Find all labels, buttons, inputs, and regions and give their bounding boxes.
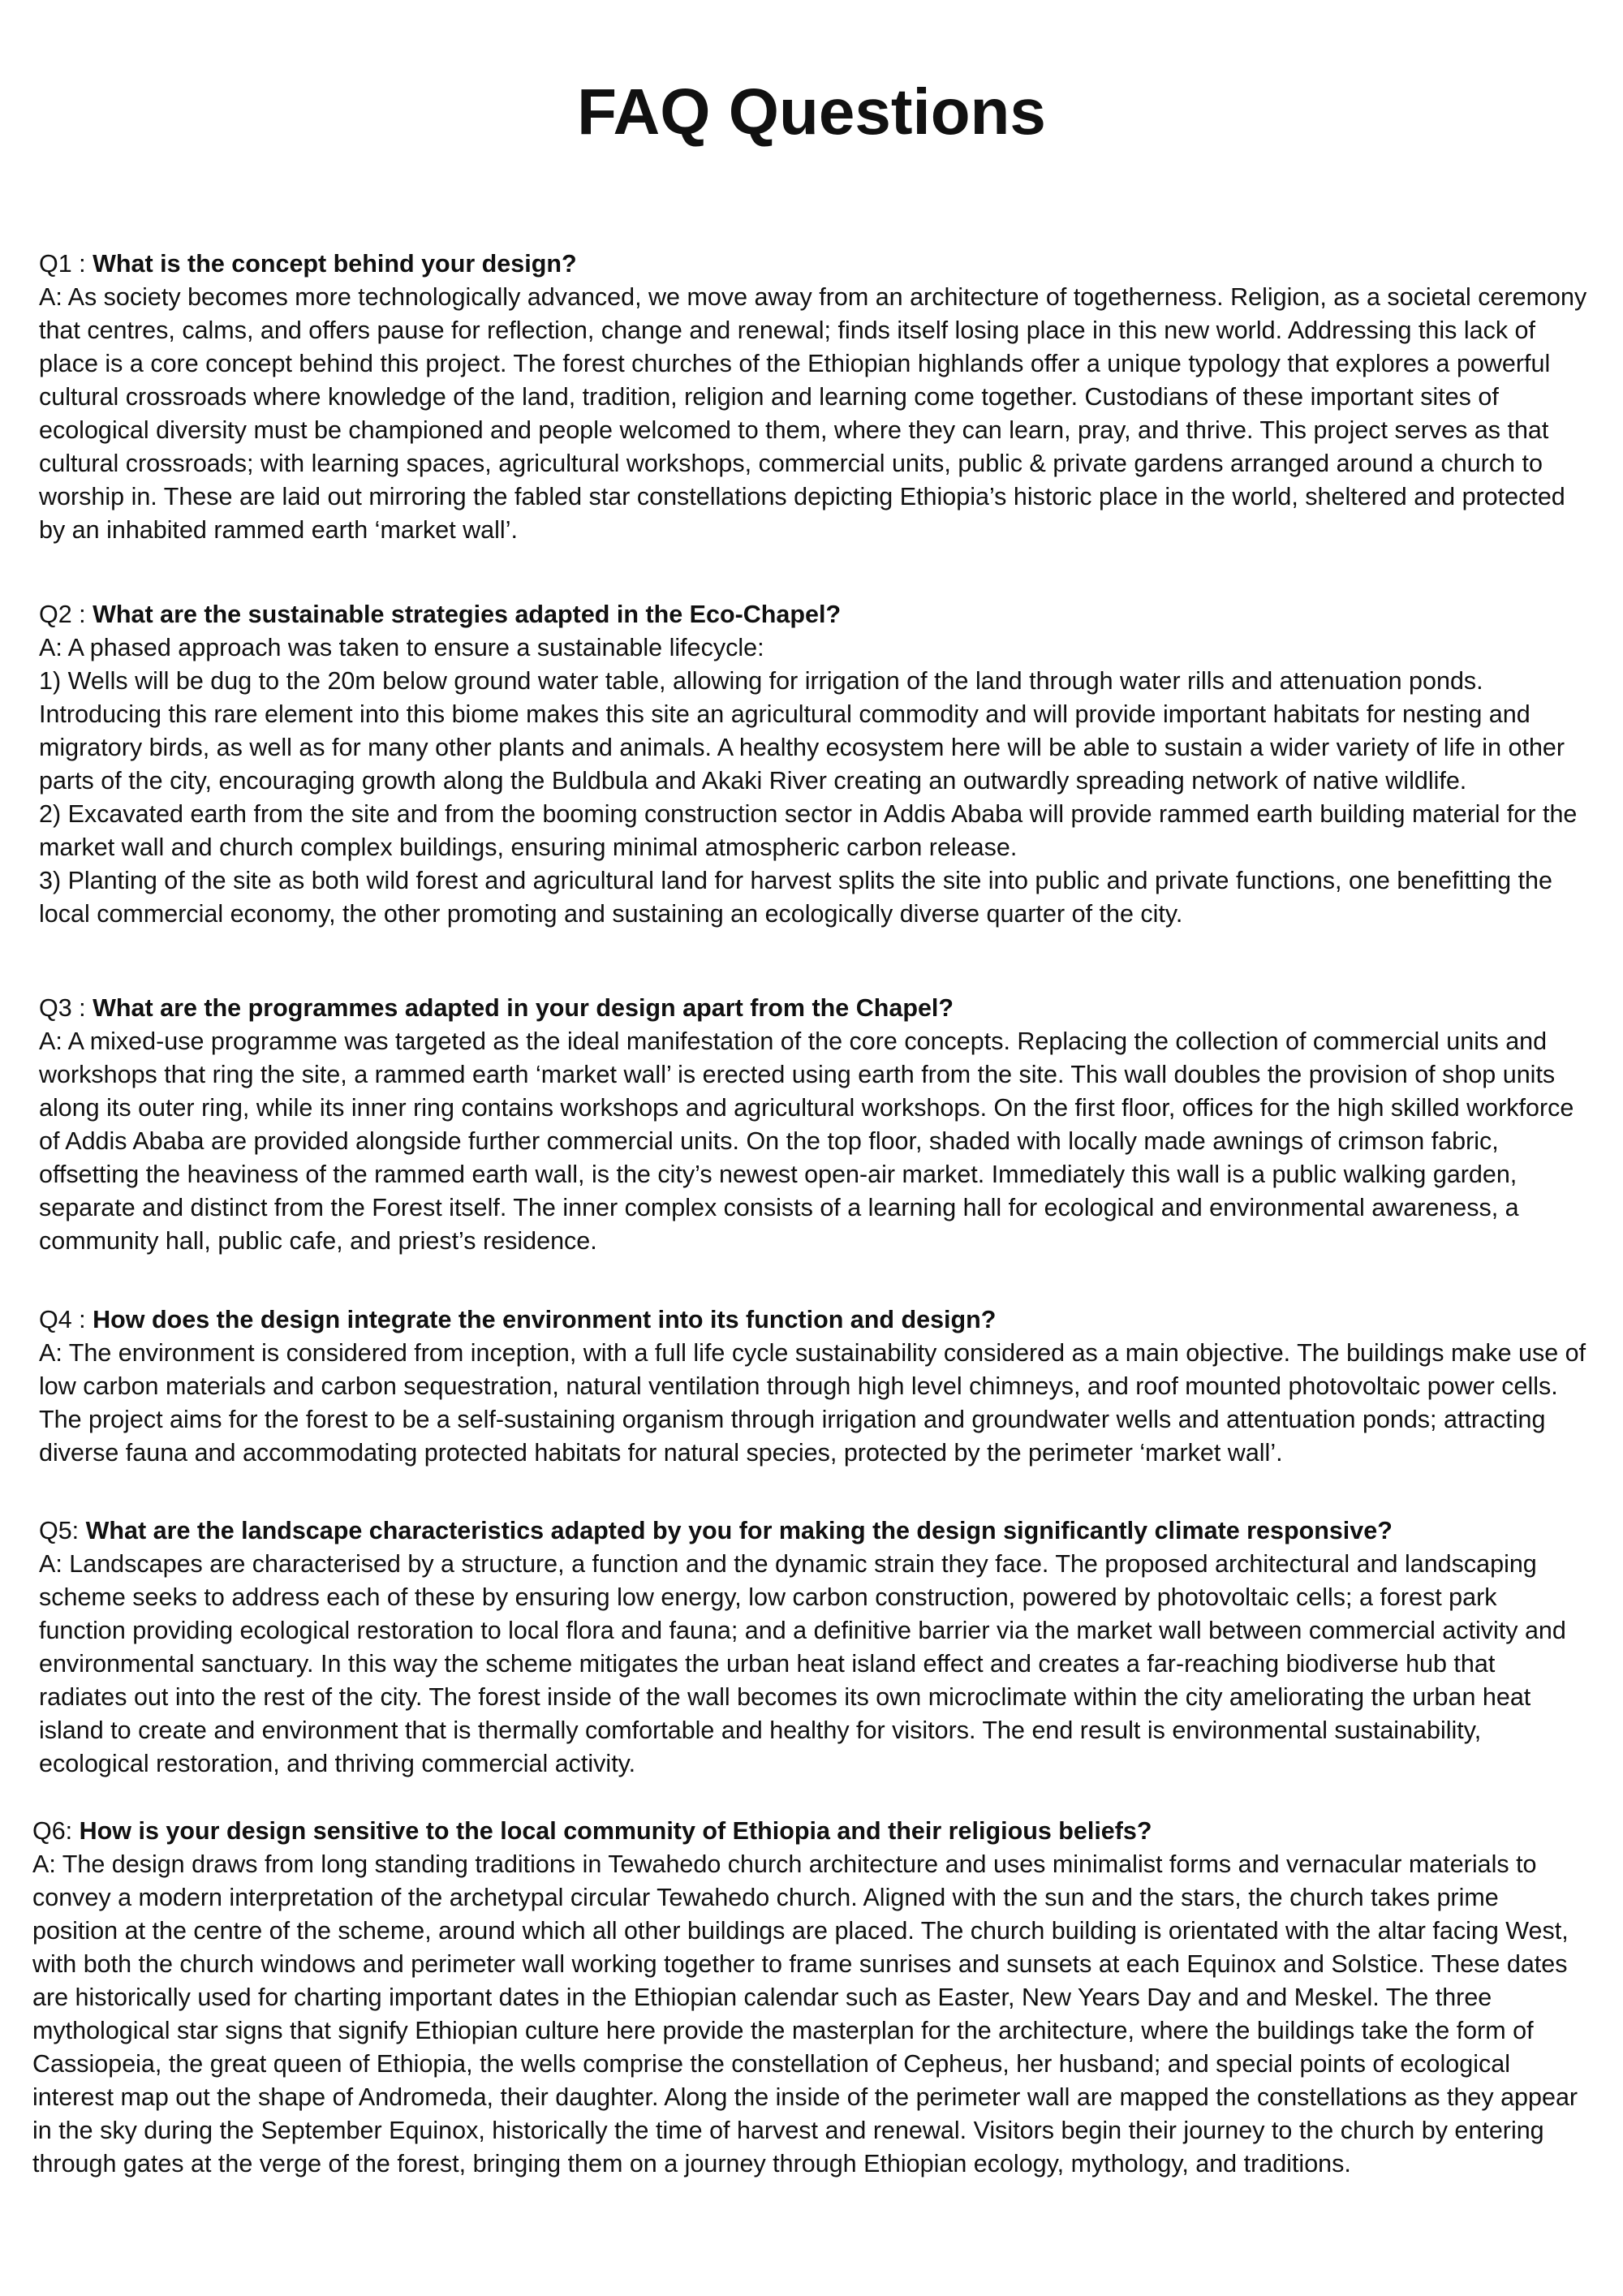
question-text: How does the design integrate the environment into its function and design?	[93, 1306, 997, 1333]
question-text: What are the sustainable strategies adapted in the Eco-Chapel?	[93, 601, 842, 628]
faq-item-q1	[39, 248, 1589, 547]
question-line	[39, 1303, 1589, 1337]
question-label: Q2 :	[39, 601, 93, 628]
question-text: What are the landscape characteristics adapted by you for making the design significantly climate responsive?	[85, 1517, 1393, 1544]
question-label: Q3 :	[39, 994, 93, 1022]
page-title: FAQ Questions	[577, 75, 1046, 148]
answer-text: A: The environment is considered from inception, with a full life cycle sustainability considered as a main objective. The buildings make use of low carbon materials and carbon sequestration, natural ventilation through high level chimneys, and roof mounted photovoltaic power cells. The project aims for the forest to be a self-sustaining organism through irrigation and groundwater wells and attentuation ponds; attracting diverse fauna and accommodating protected habitats for natural species, protected by the perimeter ‘market wall’.	[39, 1339, 1586, 1467]
answer-step-3: 3) Planting of the site as both wild forest and agricultural land for harvest splits the site into public and private functions, one benefitting the local commercial economy, the other promoting and sustaining an ecologically diverse quarter of the city.	[39, 867, 1552, 928]
question-text: What are the programmes adapted in your design apart from the Chapel?	[93, 994, 954, 1022]
faq-item-q2	[39, 598, 1589, 931]
answer-step-1: 1) Wells will be dug to the 20m below ground water table, allowing for irrigation of the land through water rills and attenuation ponds. Introducing this rare element into this biome makes this site an agricultural commodity and will provide important habitats for nesting and migratory birds, as well as for many other plants and animals. A healthy ecosystem here will be able to sustain a wider variety of life in other parts of the city, encouraging growth along the Buldbula and Akaki River creating an outwardly spreading network of native wildlife.	[39, 667, 1565, 795]
answer-intro: A: A phased approach was taken to ensure a sustainable lifecycle:	[39, 634, 764, 661]
question-label: Q6:	[32, 1817, 80, 1845]
question-line	[39, 992, 1589, 1025]
faq-item-q6	[32, 1815, 1591, 2181]
answer-step-2: 2) Excavated earth from the site and from the booming construction sector in Addis Ababa will provide rammed earth building material for the market wall and church complex buildings, ensuring minimal atmospheric carbon release.	[39, 800, 1578, 861]
question-text: How is your design sensitive to the local community of Ethiopia and their religious beliefs?	[79, 1817, 1152, 1845]
question-text: What is the concept behind your design?	[93, 250, 577, 278]
answer-text: A: The design draws from long standing traditions in Tewahedo church architecture and uses minimalist forms and vernacular materials to convey a modern interpretation of the archetypal circular Tewahedo church. Aligned with the sun and the stars, the church takes prime position at the centre of the scheme, around which all other buildings are placed. The church building is orientated with the altar facing West, with both the church windows and perimeter wall working together to frame sunrises and sunsets at each Equinox and Solstice. These dates are historically used for charting important dates in the Ethiopian calendar such as Easter, New Years Day and and Meskel. The three mythological star signs that signify Ethiopian culture here provide the masterplan for the architecture, where the buildings take the form of Cassiopeia, the great queen of Ethiopia, the wells comprise the constellation of Cepheus, her husband; and special points of ecological interest map out the shape of Andromeda, their daughter. Along the inside of the perimeter wall are mapped the constellations as they appear in the sky during the September Equinox, historically the time of harvest and renewal. Visitors begin their journey to the church by entering through gates at the verge of the forest, bringing them on a journey through Ethiopian ecology, mythology, and traditions.	[32, 1850, 1578, 2178]
faq-item-q3	[39, 992, 1589, 1258]
question-line	[39, 248, 1589, 281]
faq-item-q4	[39, 1303, 1589, 1470]
question-label: Q5:	[39, 1517, 86, 1544]
question-label: Q1 :	[39, 250, 93, 278]
question-line	[32, 1815, 1591, 1848]
answer-text: A: As society becomes more technologically advanced, we move away from an architecture of togetherness. Religion, as a societal ceremony that centres, calms, and offers pause for reflection, change and renewal; finds itself losing place in this new world. Addressing this lack of place is a core concept behind this project. The forest churches of the Ethiopian highlands offer a unique typology that explores a powerful cultural crossroads where knowledge of the land, tradition, religion and learning come together. Custodians of these important sites of ecological diversity must be championed and people welcomed to them, where they can learn, pray, and thrive. This project serves as that cultural crossroads; with learning spaces, agricultural workshops, commercial units, public & private gardens arranged around a church to worship in. These are laid out mirroring the fabled star constellations depicting Ethiopia’s historic place in the world, sheltered and protected by an inhabited rammed earth ‘market wall’.	[39, 283, 1587, 544]
question-line	[39, 598, 1589, 631]
faq-item-q5	[39, 1514, 1589, 1781]
answer-text: A: Landscapes are characterised by a structure, a function and the dynamic strain they face. The proposed architectural and landscaping scheme seeks to address each of these by ensuring low energy, low carbon construction, powered by photovoltaic cells; a forest park function providing ecological restoration to local flora and fauna; and a definitive barrier via the market wall between commercial activity and environmental sanctuary. In this way the scheme mitigates the urban heat island effect and creates a far-reaching biodiverse hub that radiates out into the rest of the city. The forest inside of the wall becomes its own microclimate within the city ameliorating the urban heat island to create and environment that is thermally comfortable and healthy for visitors. The end result is environmental sustainability, ecological restoration, and thriving commercial activity.	[39, 1550, 1566, 1777]
answer-text: A: A mixed-use programme was targeted as the ideal manifestation of the core concepts. Replacing the collection of commercial units and workshops that ring the site, a rammed earth ‘market wall’ is erected using earth from the site. This wall doubles the provision of shop units along its outer ring, while its inner ring contains workshops and agricultural workshops. On the first floor, offices for the high skilled workforce of Addis Ababa are provided alongside further commercial units. On the top floor, shaded with locally made awnings of crimson fabric, offsetting the heaviness of the rammed earth wall, is the city’s newest open-air market. Immediately this wall is a public walking garden, separate and distinct from the Forest itself. The inner complex consists of a learning hall for ecological and environmental awareness, a community hall, public cafe, and priest’s residence.	[39, 1027, 1574, 1255]
question-label: Q4 :	[39, 1306, 93, 1333]
question-line	[39, 1514, 1589, 1548]
